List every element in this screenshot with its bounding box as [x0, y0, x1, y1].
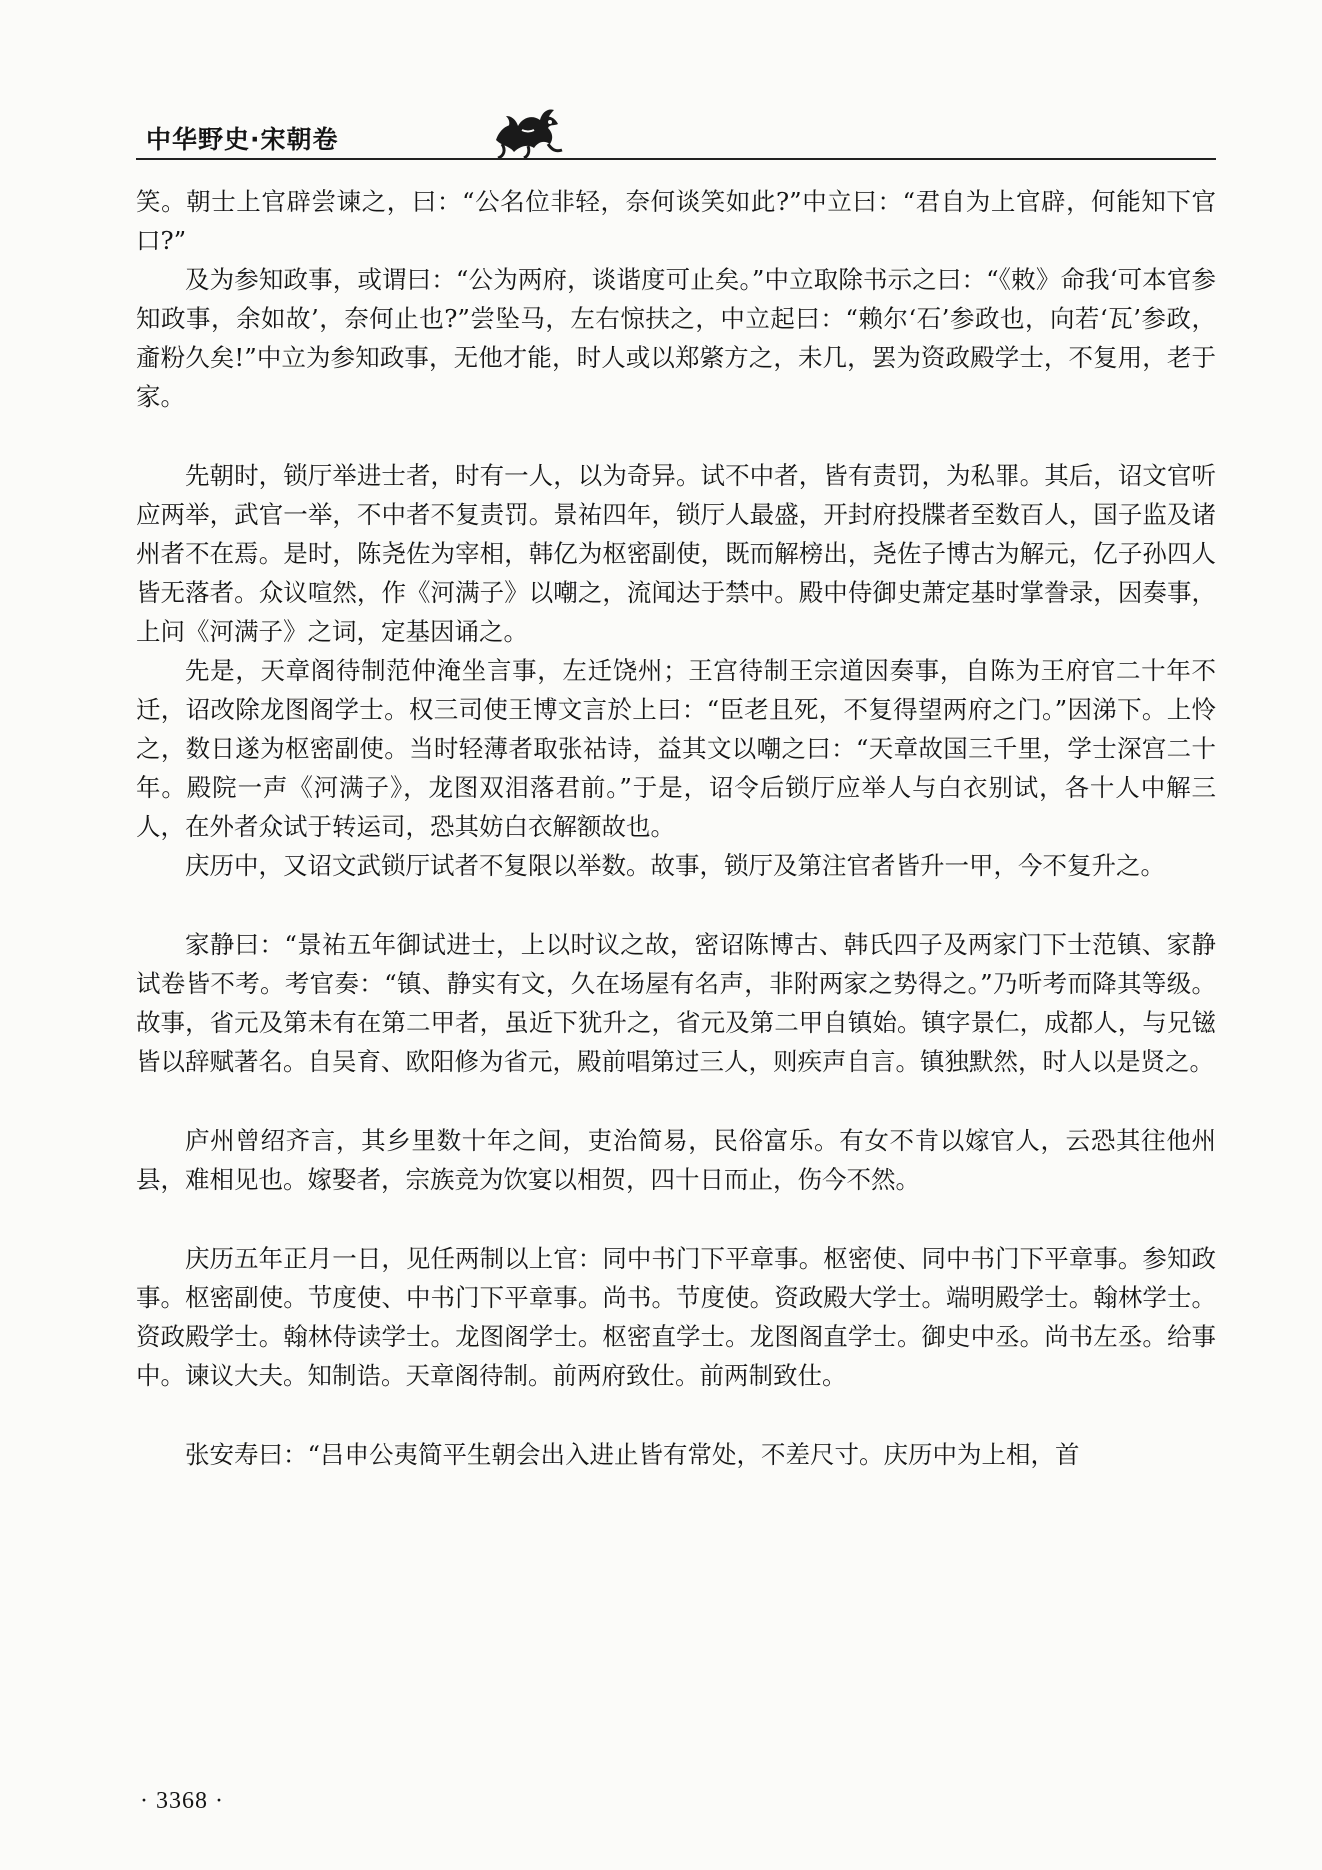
paragraph: 先朝时，锁厅举进士者，时有一人，以为奇异。试不中者，皆有责罚，为私罪。其后，诏文官听应两举，武官一举，不中者不复责罚。景祐四年，锁厅人最盛，开封府投牒者至数百人，国子监及诸州者不在焉。是时，陈尧佐为宰相，韩亿为枢密副使，既而解榜出，尧佐子博古为解元，亿子孙四人皆无落者。众议喧然，作《河满子》以嘲之，流闻达于禁中。殿中侍御史萧定基时掌誊录，因奏事，上问《河满子》之词，定基因诵之。 [136, 461, 1216, 646]
paragraph: 庆历五年正月一日，见任两制以上官：同中书门下平章事。枢密使、同中书门下平章事。参知政事。枢密副使。节度使、中书门下平章事。尚书。节度使。资政殿大学士。端明殿学士。翰林学士。资政殿学士。翰林侍读学士。龙图阁学士。枢密直学士。龙图阁直学士。御史中丞。尚书左丞。给事中。谏议大夫。知制诰。天章阁待制。前两府致仕。前两制致仕。 [136, 1244, 1216, 1390]
header-rule [136, 158, 1216, 160]
paragraph: 及为参知政事，或谓曰：“公为两府，谈谐度可止矣。”中立取除书示之曰：“《敕》命我‘可本官参知政事，余如故’，奈何止也?”尝坠马，左右惊扶之，中立起曰：“赖尔‘石’参政也，向若‘瓦’参政，齑粉久矣!”中立为参知政事，无他才能，时人或以郑綮方之，未几，罢为资政殿学士，不复用，老于家。 [136, 265, 1216, 411]
paragraph: 先是，天章阁待制范仲淹坐言事，左迁饶州；王宫待制王宗道因奏事，自陈为王府官二十年不迁，诏改除龙图阁学士。权三司使王博文言於上曰：“臣老且死，不复得望两府之门。”因涕下。上怜之，数日遂为枢密副使。当时轻薄者取张祜诗，益其文以嘲之曰：“天章故国三千里，学士深宫二十年。殿院一声《河满子》，龙图双泪落君前。”于是，诏令后锁厅应举人与白衣别试，各十人中解三人，在外者众试于转运司，恐其妨白衣解额故也。 [136, 656, 1216, 841]
page-body [136, 182, 1216, 1474]
paragraph: 张安寿曰：“吕申公夷简平生朝会出入进止皆有常处，不差尺寸。庆历中为上相，首 [185, 1440, 1080, 1469]
paragraph: 家静曰：“景祐五年御试进士，上以时议之故，密诏陈博古、韩氏四子及两家门下士范镇、家静试卷皆不考。考官奏：“镇、静实有文，久在场屋有名声，非附两家之势得之。”乃听考而降其等级。故事，省元及第未有在第二甲者，虽近下犹升之，省元及第二甲自镇始。镇字景仁，成都人，与兄镃皆以辞赋著名。自吴育、欧阳修为省元，殿前唱第过三人，则疾声自言。镇独默然，时人以是贤之。 [136, 930, 1216, 1076]
dragon-emblem-icon [488, 100, 566, 160]
paragraph: 笑。朝士上官辟尝谏之，曰：“公名位非轻，奈何谈笑如此?”中立曰：“君自为上官辟，何能知下官口?” [136, 187, 1216, 255]
paragraph: 庐州曾绍齐言，其乡里数十年之间，吏治简易，民俗富乐。有女不肯以嫁官人，云恐其往他州县，难相见也。嫁娶者，宗族竞为饮宴以相贺，四十日而止，伤今不然。 [136, 1126, 1216, 1194]
page-number: · 3368 · [140, 1788, 224, 1814]
book-title: 中华野史·宋朝卷 [146, 125, 339, 154]
running-header [136, 100, 1216, 162]
paragraph: 庆历中，又诏文武锁厅试者不复限以举数。故事，锁厅及第注官者皆升一甲，今不复升之。 [185, 851, 1165, 880]
